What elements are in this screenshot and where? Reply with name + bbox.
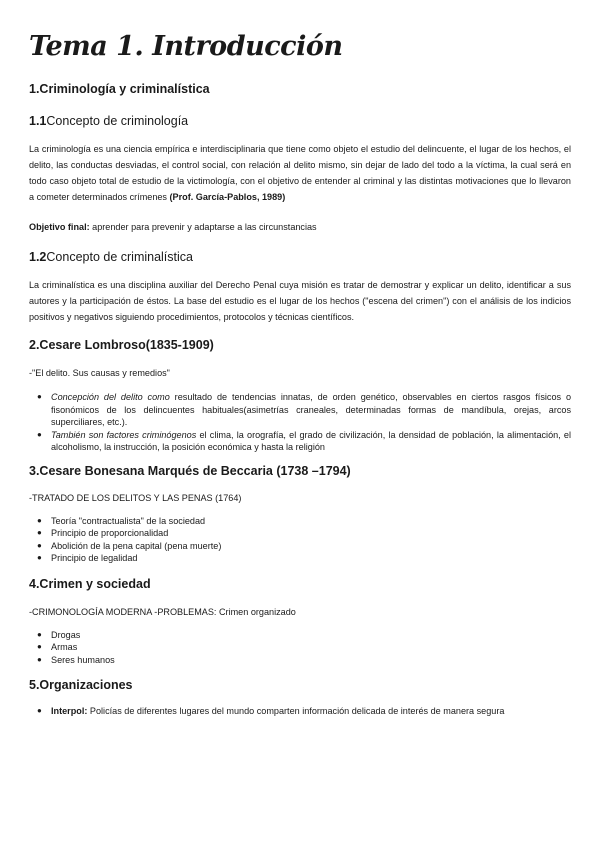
list-item <box>37 641 571 654</box>
list-item <box>37 540 571 553</box>
list-item-emphasis: También son factores criminógenos <box>51 429 197 440</box>
section-1-1-number: 1.1 <box>29 114 47 128</box>
section-4-heading: 4.Crimen y sociedad <box>29 576 151 591</box>
objective-line <box>29 219 571 235</box>
bullet-icon: ● <box>37 629 42 639</box>
bullet-icon: ● <box>37 642 42 651</box>
modern-criminology-line: -CRIMONOLOGÍA MODERNA -PROBLEMAS: Crimen organizado <box>29 606 296 617</box>
section-3-heading: 3.Cesare Bonesana Marqués de Beccaria (1738 –1794) <box>29 463 351 478</box>
list-item-text: Seres humanos <box>51 654 115 665</box>
bullet-icon: ● <box>37 540 42 550</box>
list-item-text: resultado de tendencias innatas, de orden genético, observables en ciertos rasgos físicos o fisonómicos de los delincuentes habituales(asimetrías craneales, determinadas formas de mandíbula, orejas, arcos superciliares, etc.). <box>51 392 571 427</box>
criminology-definition-text: La criminología es una ciencia empírica e interdisciplinaria que tiene como objeto el estudio del delincuente, el lugar de los hechos, el delito, las conductas desviadas, el control social, con relación al delito mismo, sin dejar de lado del todo a la víctima, la cual será en todo caso objeto total de estudio de la victimología, con el objetivo de entender al criminal y las distintas motivaciones que lo llevaron a cometer determinados crímenes <box>29 144 571 202</box>
list-item-text: Principio de proporcionalidad <box>51 528 169 538</box>
bullet-icon: ● <box>37 528 42 537</box>
list-item <box>37 654 571 667</box>
citation: (Prof. García-Pablos, 1989) <box>169 192 286 202</box>
section-5-heading: 5.Organizaciones <box>29 678 133 692</box>
beccaria-book: -TRATADO DE LOS DELITOS Y LAS PENAS (1764) <box>29 492 242 503</box>
list-item <box>37 552 571 565</box>
list-item-text: Policías de diferentes lugares del mundo comparten información delicada de interés de manera segura <box>87 706 505 716</box>
bullet-icon: ● <box>37 392 42 401</box>
list-item-text: Teoría "contractualista" de la sociedad <box>51 515 206 526</box>
bullet-icon: ● <box>37 553 42 562</box>
list-item <box>37 391 571 429</box>
list-item-emphasis: Concepción del delito como <box>51 392 170 402</box>
list-item-text: el clima, la orografía, el grado de civilización, la densidad de población, la alimentación, el alcoholismo, la instrucción, la posición económica y hasta la religión <box>51 429 572 452</box>
section-1-1-title: Concepto de criminología <box>46 114 189 128</box>
section-1-2-title: Concepto de criminalística <box>46 250 193 264</box>
list-item-label: Interpol: <box>51 706 88 716</box>
list-item <box>37 629 571 642</box>
objective-text: aprender para prevenir y adaptarse a las circunstancias <box>89 222 317 232</box>
section-2-heading: 2.Cesare Lombroso(1835-1909) <box>29 338 214 352</box>
list-item <box>37 527 571 540</box>
section-1-2-heading <box>29 249 571 265</box>
bullet-icon: ● <box>37 706 42 715</box>
list-item-text: Armas <box>51 642 78 652</box>
list-item <box>37 429 572 454</box>
criminology-definition <box>29 141 571 205</box>
section-1-2-number: 1.2 <box>29 250 47 264</box>
section-1-1-heading <box>29 113 571 129</box>
crime-types-list <box>29 629 571 667</box>
section-1-heading: 1.Criminología y criminalística <box>29 82 210 96</box>
beccaria-list <box>29 515 571 565</box>
bullet-icon: ● <box>37 429 42 439</box>
bullet-icon: ● <box>37 654 42 664</box>
list-item-text: Abolición de la pena capital (pena muerte) <box>51 540 222 551</box>
organizations-list <box>29 705 571 718</box>
bullet-icon: ● <box>37 515 42 525</box>
list-item <box>37 515 571 528</box>
page-title: Tema 1. Introducción <box>29 31 343 62</box>
criminalistics-definition: La criminalística es una disciplina auxiliar del Derecho Penal cuya misión es tratar de demostrar y explicar un delito, identificar a sus autores y la participación de éstos. La base del estudio es el lugar de los hechos ("escena del crimen") con el análisis de los indicios positivos y negativos siguiendo procedimientos, protocolos y técnicas científicos. <box>29 280 571 322</box>
lombroso-list <box>29 391 571 454</box>
list-item <box>37 705 571 718</box>
objective-label: Objetivo final: <box>29 222 90 232</box>
lombroso-book: -"El delito. Sus causas y remedios" <box>29 368 170 378</box>
document-page <box>29 30 571 718</box>
list-item-text: Drogas <box>51 629 81 640</box>
list-item-text: Principio de legalidad <box>51 553 138 563</box>
